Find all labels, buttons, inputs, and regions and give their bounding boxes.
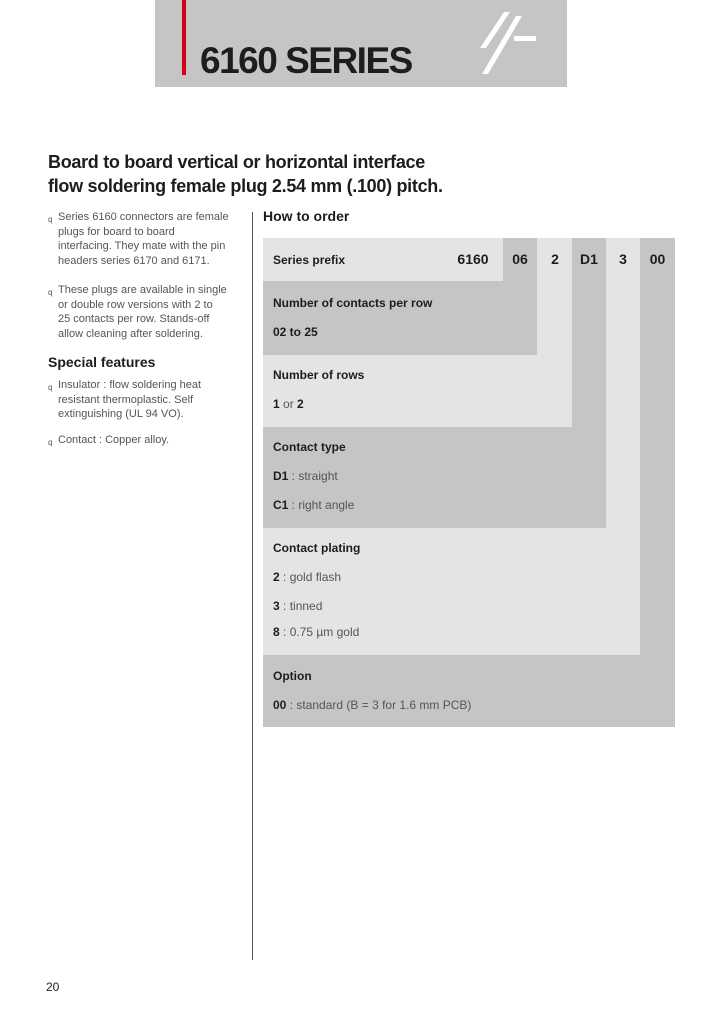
plating-label: Contact plating	[273, 541, 361, 555]
bullet-marker: q	[48, 438, 53, 447]
option-block	[263, 655, 675, 727]
page-number: 20	[46, 980, 60, 994]
bullet-text-line: resistant thermoplastic. Self	[58, 393, 194, 406]
plating-column	[606, 238, 640, 528]
bullet-text-line: 25 contacts per row. Stands-off	[58, 313, 210, 325]
column-divider	[252, 212, 253, 960]
headline-line-1: Board to board vertical or horizontal interface	[48, 152, 425, 172]
bullet-text-line: extinguishing (UL 94 VO).	[58, 408, 184, 420]
code-rows: 2	[551, 251, 559, 267]
how-to-order-heading: How to order	[263, 208, 350, 224]
code-contacts: 06	[512, 251, 528, 267]
contacts-value: 02 to 25	[273, 325, 318, 339]
plating-option: 3 : tinned	[273, 599, 323, 613]
special-features-heading: Special features	[48, 354, 156, 370]
bullet-text-line: Insulator : flow soldering heat	[58, 379, 202, 391]
option-label: Option	[273, 669, 312, 683]
bullet-marker: q	[48, 383, 53, 392]
bullet-text-line: Contact : Copper alloy.	[58, 434, 170, 446]
bullet-text-line: These plugs are available in single	[58, 284, 227, 296]
bullet-text-line: headers series 6170 and 6171.	[58, 254, 210, 267]
bullet-text-line: plugs for board to board	[58, 225, 175, 238]
code-option: 00	[649, 251, 666, 267]
contacts-block	[263, 281, 537, 355]
rows-value: 1 or 2	[273, 397, 304, 411]
code-plating: 3	[619, 251, 627, 267]
bullet-marker: q	[48, 215, 53, 224]
headline-line-2: flow soldering female plug 2.54 mm (.100) pitch.	[48, 176, 443, 196]
brand-logo-icon	[474, 12, 540, 74]
contact-type-option: D1 : straight	[273, 469, 338, 483]
option-value: 00 : standard (B = 3 for 1.6 mm PCB)	[273, 698, 472, 712]
series-prefix-label: Series prefix	[273, 253, 346, 267]
series-title: 6160 SERIES	[200, 40, 412, 81]
header-accent-bar	[182, 0, 186, 75]
plating-option: 8 : 0.75 µm gold	[273, 625, 360, 639]
bullet-text-line: Series 6160 connectors are female	[58, 211, 229, 223]
contacts-label: Number of contacts per row	[273, 296, 433, 310]
bullet-text-line: interfacing. They mate with the pin	[58, 240, 226, 252]
bullet-marker: q	[48, 288, 53, 297]
contact-type-label: Contact type	[273, 440, 346, 454]
bullet-text-line: allow cleaning after soldering.	[58, 327, 203, 340]
rows-block	[263, 355, 572, 427]
code-series: 6160	[457, 251, 489, 267]
plating-option: 2 : gold flash	[273, 570, 342, 584]
contact-type-option: C1 : right angle	[273, 498, 355, 512]
bullet-text-line: or double row versions with 2 to	[58, 298, 213, 311]
rows-label: Number of rows	[273, 368, 365, 382]
option-column	[640, 238, 675, 655]
code-contact-type: D1	[580, 251, 598, 267]
